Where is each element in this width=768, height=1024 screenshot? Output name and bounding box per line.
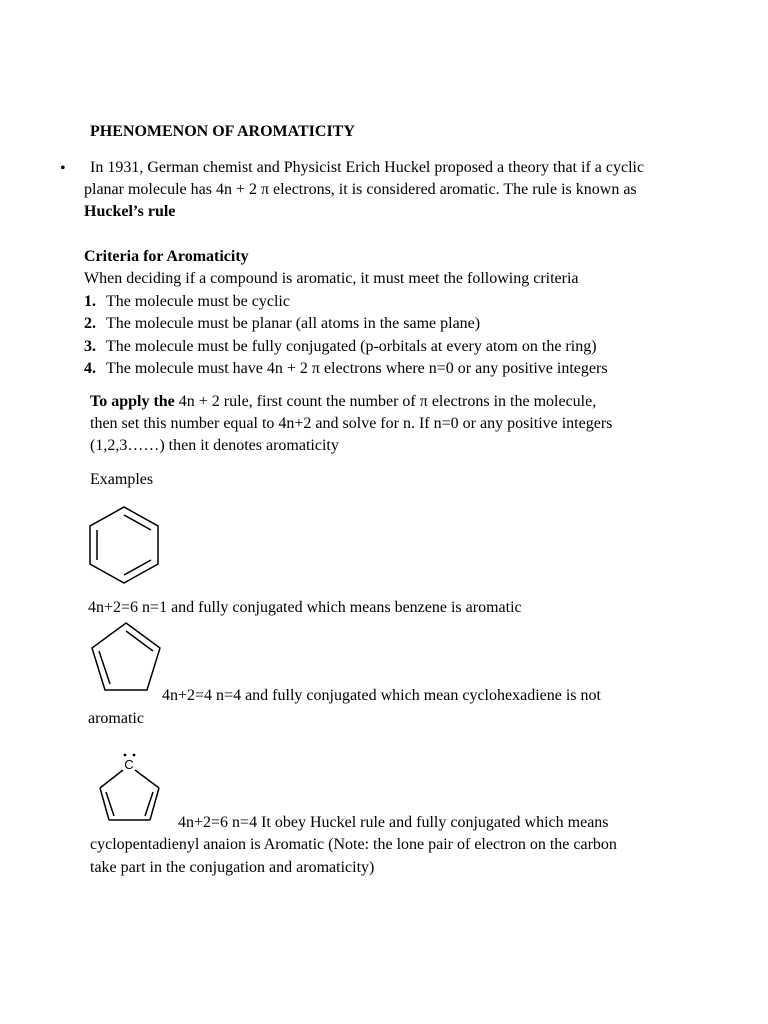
anion-caption-line-3: take part in the conjugation and aromaticity) — [90, 859, 375, 876]
cyclopentadienyl-anion-structure — [92, 750, 168, 826]
apply-line-1 — [90, 391, 596, 413]
intro-line-1: In 1931, German chemist and Physicist Erich Huckel proposed a theory that if a cyclic — [90, 159, 645, 176]
anion-caption-line-2: cyclopentadienyl anaion is Aromatic (Note: the lone pair of electron on the carbon — [90, 836, 617, 853]
apply-line-1-rest: 4n + 2 rule, first count the number of π electrons in the molecule, — [174, 393, 597, 410]
cyclopentadiene-caption-line-2: aromatic — [88, 710, 144, 727]
criteria-item-number: 4. — [84, 360, 96, 377]
cyclopentadiene-caption-line-1: 4n+2=4 n=4 and fully conjugated which mean cyclohexadiene is not — [162, 687, 601, 704]
criteria-item-text: The molecule must be cyclic — [106, 293, 290, 310]
huckels-rule-label: Huckel’s rule — [84, 203, 176, 220]
criteria-item-3 — [84, 336, 597, 358]
criteria-item-number: 1. — [84, 293, 96, 310]
benzene-structure — [88, 505, 160, 585]
criteria-item-number: 3. — [84, 338, 96, 355]
lone-pair-dot — [133, 754, 136, 757]
apply-line-2: then set this number equal to 4n+2 and solve for n. If n=0 or any positive integers — [90, 415, 613, 432]
criteria-item-4 — [84, 358, 608, 380]
page-title: PHENOMENON OF AROMATICITY — [90, 123, 355, 140]
cyclopentadiene-structure — [86, 620, 166, 700]
apply-line-3: (1,2,3……) then it denotes aromaticity — [90, 437, 339, 454]
criteria-item-1 — [84, 291, 290, 313]
lone-pair-dot — [124, 754, 127, 757]
intro-line-2: planar molecule has 4n + 2 π electrons, it is considered aromatic. The rule is known as — [84, 181, 637, 198]
examples-heading: Examples — [90, 471, 154, 488]
criteria-item-text: The molecule must be planar (all atoms in the same plane) — [106, 315, 481, 332]
anion-caption-line-1: 4n+2=6 n=4 It obey Huckel rule and fully conjugated which means — [178, 814, 609, 831]
benzene-caption: 4n+2=6 n=1 and fully conjugated which means benzene is aromatic — [88, 599, 522, 616]
criteria-item-number: 2. — [84, 315, 96, 332]
criteria-item-text: The molecule must be fully conjugated (p-orbitals at every atom on the ring) — [106, 338, 597, 355]
criteria-item-text: The molecule must have 4n + 2 π electrons where n=0 or any positive integers — [106, 360, 608, 377]
anion-carbon-label: C — [124, 757, 134, 772]
apply-bold-lead: To apply the — [90, 393, 175, 410]
criteria-lead: When deciding if a compound is aromatic, it must meet the following criteria — [84, 270, 579, 287]
criteria-heading: Criteria for Aromaticity — [84, 248, 249, 265]
criteria-item-2 — [84, 313, 480, 335]
bullet-point: • — [60, 160, 66, 177]
